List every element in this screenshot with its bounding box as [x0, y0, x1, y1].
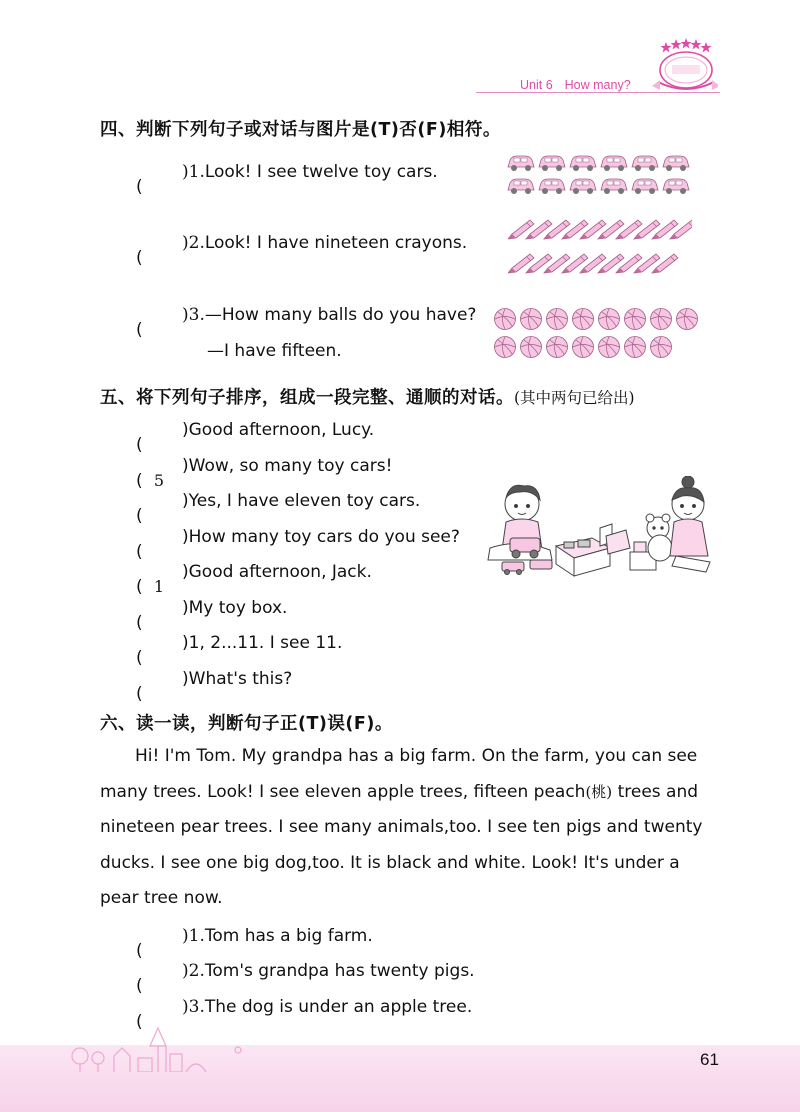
unit-title: How many? [564, 78, 631, 92]
crayons-picture [508, 217, 692, 279]
s4-item-3: ( )3.—How many balls do you have? [136, 305, 477, 340]
passage-line-4: ducks. I see one big dog,too. It is black and white. Look! It's under a [100, 852, 680, 873]
s5-item-6: ( )My toy box. [136, 598, 288, 633]
item-number: )3. [182, 305, 205, 325]
item-number: )1. [182, 926, 205, 946]
kids-toys-illustration [480, 476, 716, 586]
s6-item-1: ( )1.Tom has a big farm. [136, 926, 373, 961]
s6-item-2: ( )2.Tom's grandpa has twenty pigs. [136, 961, 475, 996]
item-text: )Good afternoon, Jack. [182, 562, 372, 582]
passage-line-2: many trees. Look! I see eleven apple trees, fifteen peach(桃) trees and [100, 781, 699, 802]
passage-line-5: pear tree now. [100, 888, 223, 909]
s6-item-3: ( )3.The dog is under an apple tree. [136, 997, 473, 1032]
reading-passage [100, 739, 720, 917]
item-text: )How many toy cars do you see? [182, 527, 460, 547]
section-6-title: 六、读一读，判断句子正(T)误(F)。 [100, 714, 393, 734]
passage-line-1: Hi! I'm Tom. My grandpa has a big farm. On the farm, you can see [135, 746, 698, 766]
item-number: )1. [182, 162, 205, 182]
s5-item-3: ( )Yes, I have eleven toy cars. [136, 491, 421, 526]
section-4-title: 四、判断下列句子或对话与图片是(T)否(F)相符。 [100, 120, 501, 140]
item-number: )2. [182, 961, 205, 981]
item-text: )1, 2...11. I see 11. [182, 633, 343, 653]
item-number: )3. [182, 997, 205, 1017]
s4-item-3-reply: —I have fifteen. [207, 341, 342, 361]
item-text: )My toy box. [182, 598, 288, 618]
section-5-title [100, 384, 635, 409]
page-number: 61 [700, 1050, 719, 1069]
item-text: Look! I see twelve toy cars. [204, 162, 438, 182]
s5-item-7: ( )1, 2...11. I see 11. [136, 633, 343, 668]
s4-item-1: ( )1.Look! I see twelve toy cars. [136, 162, 438, 197]
passage-note: (桃) [585, 782, 613, 801]
item-text: )What's this? [182, 669, 293, 689]
toy-cars-picture [506, 152, 692, 198]
item-text: )Good afternoon, Lucy. [182, 420, 375, 440]
item-text: )Yes, I have eleven toy cars. [182, 491, 421, 511]
passage-line-3: nineteen pear trees. I see many animals,too. I see ten pigs and twenty [100, 817, 703, 838]
s5-item-4: ( )How many toy cars do you see? [136, 527, 460, 562]
footer-castle-decoration [66, 1026, 256, 1072]
s4-item-2: ( )2.Look! I have nineteen crayons. [136, 233, 468, 268]
series-logo [648, 38, 718, 94]
unit-label: Unit 6 [520, 78, 553, 92]
item-text: The dog is under an apple tree. [204, 997, 473, 1017]
section-5-note: (其中两句已给出) [514, 389, 635, 407]
s5-item-1: ( )Good afternoon, Lucy. [136, 420, 375, 455]
s5-item-2: ( 5 )Wow, so many toy cars! [136, 456, 393, 491]
item-text: —How many balls do you have? [204, 305, 477, 325]
item-text: Tom has a big farm. [204, 926, 373, 946]
item-text: Tom's grandpa has twenty pigs. [204, 961, 475, 981]
s5-item-8: ( )What's this? [136, 669, 293, 704]
s5-item-5: ( 1 )Good afternoon, Jack. [136, 562, 372, 597]
item-text: )Wow, so many toy cars! [182, 456, 393, 476]
item-text: Look! I have nineteen crayons. [204, 233, 468, 253]
item-number: )2. [182, 233, 205, 253]
balls-picture [494, 306, 700, 362]
unit-header [520, 78, 631, 92]
section-5-heading: 五、将下列句子排序，组成一段完整、通顺的对话。 [100, 388, 514, 408]
